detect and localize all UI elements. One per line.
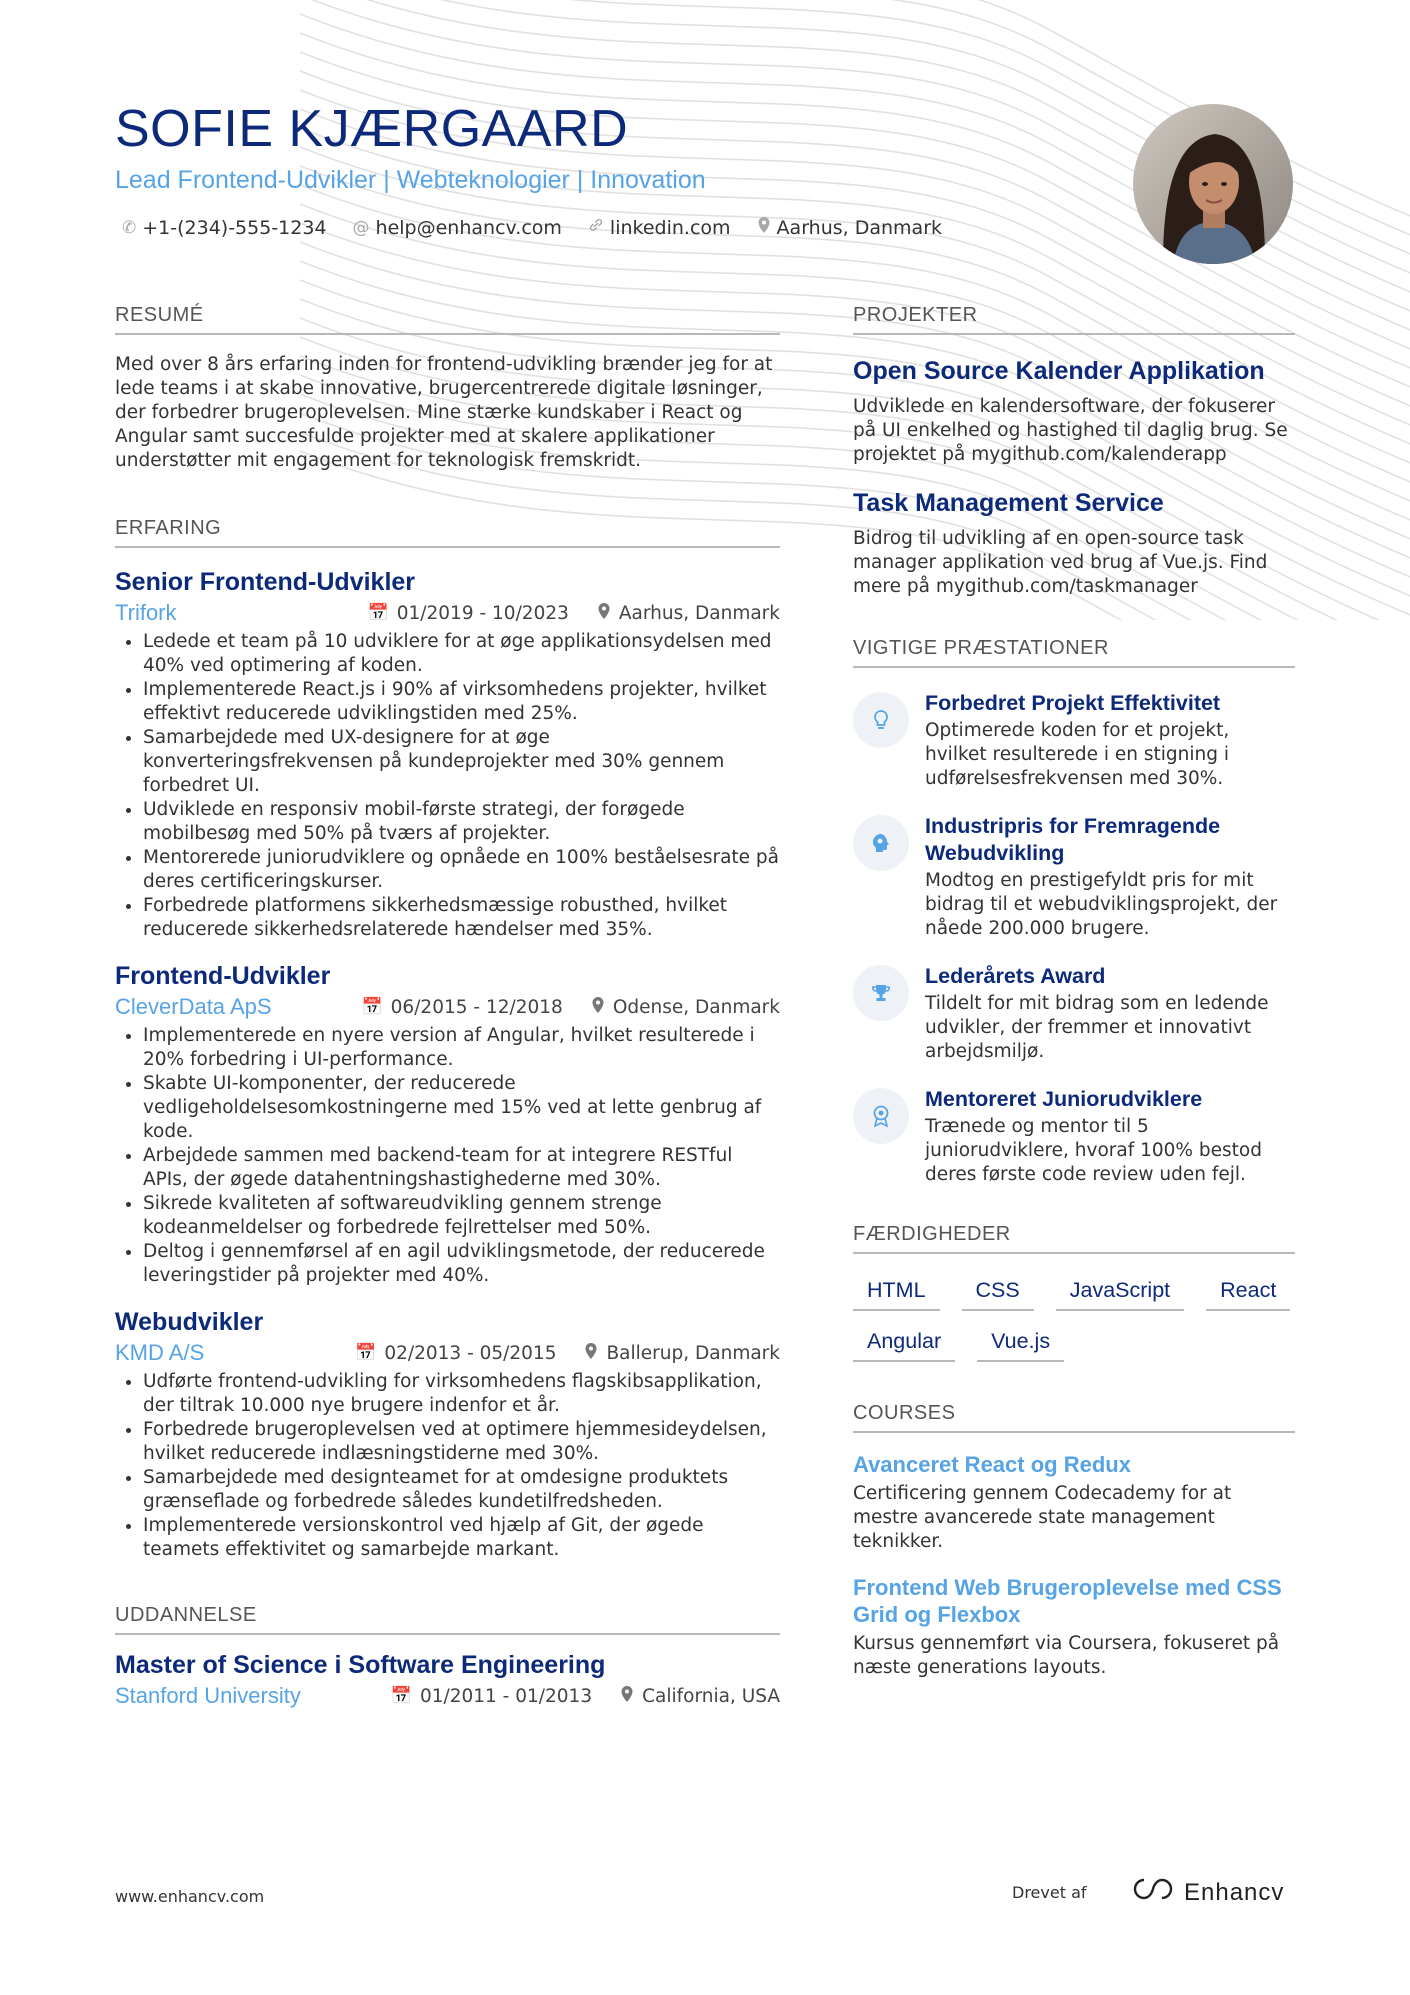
summary-heading: RESUMÉ: [115, 304, 780, 335]
skill-tag: CSS: [962, 1274, 1034, 1311]
skills-heading: FÆRDIGHEDER: [853, 1223, 1295, 1254]
course-text: Certificering gennem Codecademy for at mestre avancerede state management teknikker.: [853, 1483, 1232, 1552]
job-bullet: • Sikrede kvaliteten af softwareudvikling gennem strenge kodeanmeldelser og forbedrede fejlrettelser med 50%.: [143, 1192, 780, 1240]
calendar-icon: 📅: [367, 603, 389, 623]
calendar-icon: 📅: [390, 1686, 412, 1706]
job-bullet: • Mentorerede juniorudviklere og opnåede en 100% beståelsesrate på deres certificeringskurser.: [143, 846, 780, 894]
skill-tag: Vue.js: [977, 1325, 1064, 1362]
job-bullet: • Forbedrede brugeroplevelsen ved at optimere hjemmesideydelsen, hvilket reducerede indlæsningstiderne med 30%.: [143, 1418, 780, 1466]
project-item: [853, 487, 1295, 599]
achievement-item: [853, 963, 1295, 1064]
job-title: Senior Frontend-Udvikler: [115, 568, 416, 596]
achievements-heading: VIGTIGE PRÆSTATIONER: [853, 637, 1295, 668]
job-company: KMD A/S: [115, 1340, 205, 1365]
job-bullet: • Implementerede versionskontrol ved hjælp af Git, der øgede teamets effektivitet og samarbejde markant.: [143, 1514, 780, 1562]
job-title: Webudvikler: [115, 1308, 264, 1336]
job-entry: [115, 960, 780, 1288]
courses-section: [853, 1402, 1295, 1680]
job-bullet: • Arbejdede sammen med backend-team for at integrere RESTful APIs, der øgede datahentningshastighederne med 30%.: [143, 1144, 780, 1192]
projects-section: [853, 304, 1295, 599]
phone-icon: ✆: [122, 217, 137, 238]
brain-head-icon: [853, 815, 909, 871]
contact-email-text: help@enhancv.com: [375, 216, 562, 239]
job-bullets: [115, 630, 780, 942]
skills-section: [853, 1223, 1295, 1362]
at-icon: @: [352, 217, 370, 238]
job-bullet: • Forbedrede platformens sikkerhedsmæssige robusthed, hvilket reducerede sikkerhedsrelaterede hændelser med 35%.: [143, 894, 780, 942]
summary-text: Med over 8 års erfaring inden for frontend-udvikling brænder jeg for at lede teams i at skabe innovative, brugercentrerede digitale løsninger, der forbedrer brugeroplevelsen. Mine stærke kundskaber i React og Angular samt succesfulde projekter med at skalere applikationer understøtter mit engagement for teknologisk fremskridt.: [115, 354, 773, 471]
achievement-title: Mentoreret Juniorudviklere: [925, 1087, 1203, 1111]
education-degree: Master of Science i Software Engineering: [115, 1651, 606, 1679]
achievement-text: Tildelt for mit bidrag som en ledende udvikler, der fremmer et innovativt arbejdsmiljø.: [925, 993, 1269, 1062]
course-item: [853, 1451, 1295, 1554]
job-bullet: • Udviklede en responsiv mobil-første strategi, der forøgede mobilbesøg med 50% på tværs af projekter.: [143, 798, 780, 846]
location-pin-icon: [597, 602, 611, 625]
enhancv-logo-icon: [1130, 1876, 1176, 1909]
footer-brand-name: Enhancv: [1184, 1878, 1285, 1906]
job-bullets: [115, 1024, 780, 1288]
location-pin-icon: [584, 1342, 598, 1365]
project-text: Bidrog til udvikling af en open-source task manager applikation ved brug af Vue.js. Find mere på mygithub.com/taskmanager: [853, 528, 1268, 597]
achievement-title: Lederårets Award: [925, 964, 1106, 988]
job-bullet: • Ledede et team på 10 udviklere for at øge applikationsydelsen med 40% ved optimering af koden.: [143, 630, 780, 678]
job-bullet: • Udførte frontend-udvikling for virksomhedens flagskibsapplikation, der tiltrak 10.000 nye brugere indenfor et år.: [143, 1370, 780, 1418]
job-location: Ballerup, Danmark: [606, 1342, 780, 1364]
contact-location: [757, 216, 942, 239]
lightbulb-icon: [853, 692, 909, 748]
location-pin-icon: [757, 216, 771, 239]
achievement-item: [853, 690, 1295, 791]
summary-section: [115, 304, 780, 473]
job-bullet: • Implementerede en nyere version af Angular, hvilket resulterede i 20% forbedring i UI-performance.: [143, 1024, 780, 1072]
link-icon: [588, 217, 604, 238]
award-ribbon-icon: [853, 1088, 909, 1144]
contact-location-text: Aarhus, Danmark: [776, 216, 943, 239]
education-heading: UDDANNELSE: [115, 1604, 780, 1635]
job-entry: [115, 1306, 780, 1562]
course-text: Kursus gennemført via Coursera, fokuseret på næste generations layouts.: [853, 1633, 1280, 1678]
achievements-section: [853, 637, 1295, 1187]
job-company: Trifork: [115, 600, 177, 625]
calendar-icon: 📅: [355, 1343, 377, 1363]
job-bullet: • Skabte UI-komponenter, der reducerede vedligeholdelsesomkostningerne med 15% ved at lette genbrug af kode.: [143, 1072, 780, 1144]
job-bullet: • Samarbejdede med UX-designere for at øge konverteringsfrekvensen på kundeprojekter med 30% gennem forbedret UI.: [143, 726, 780, 798]
achievement-item: [853, 1086, 1295, 1187]
course-item: [853, 1574, 1295, 1680]
achievement-text: Optimerede koden for et projekt, hvilket resulterede i en stigning i udførelsesfrekvensen med 30%.: [925, 720, 1230, 789]
candidate-name: SOFIE KJÆRGAARD: [115, 100, 629, 158]
footer-brand[interactable]: [1130, 1876, 1284, 1909]
skill-tag: HTML: [853, 1274, 940, 1311]
contact-linkedin-text: linkedin.com: [609, 216, 731, 239]
experience-section: [115, 517, 780, 1562]
job-bullets: [115, 1370, 780, 1562]
calendar-icon: 📅: [361, 997, 383, 1017]
achievement-text: Trænede og mentor til 5 juniorudviklere, hvoraf 100% bestod deres første code review uden fejl.: [925, 1116, 1262, 1185]
job-bullet: • Samarbejdede med designteamet for at omdesigne produktets grænseflade og forbedrede således kundetilfredsheden.: [143, 1466, 780, 1514]
contact-phone[interactable]: [122, 216, 327, 239]
skill-tag: Angular: [853, 1325, 955, 1362]
left-column: [115, 304, 780, 1709]
skills-list: [853, 1274, 1295, 1362]
education-dates: 01/2011 - 01/2013: [419, 1685, 593, 1707]
education-section: [115, 1604, 780, 1709]
achievement-text: Modtog en prestigefyldt pris for mit bidrag til et webudviklingsprojekt, der nåede 200.000 brugere.: [925, 870, 1278, 939]
achievement-title: Forbedret Projekt Effektivitet: [925, 691, 1221, 715]
job-dates: 02/2013 - 05/2015: [384, 1342, 557, 1364]
right-column: [853, 304, 1295, 1700]
project-item: [853, 355, 1295, 467]
project-title: Task Management Service: [853, 489, 1164, 517]
job-dates: 01/2019 - 10/2023: [396, 602, 569, 624]
contact-phone-text: +1-(234)-555-1234: [142, 216, 327, 239]
candidate-tagline: Lead Frontend-Udvikler | Webteknologier | Innovation: [115, 166, 706, 194]
job-location: Odense, Danmark: [612, 996, 780, 1018]
achievement-item: [853, 813, 1295, 941]
skill-tag: JavaScript: [1056, 1274, 1184, 1311]
location-pin-icon: [591, 996, 605, 1019]
job-location: Aarhus, Danmark: [618, 602, 780, 624]
contact-linkedin[interactable]: [588, 216, 731, 239]
footer-url[interactable]: www.enhancv.com: [115, 1887, 265, 1906]
trophy-icon: [853, 965, 909, 1021]
contact-email[interactable]: [353, 216, 562, 239]
job-company: CleverData ApS: [115, 994, 272, 1019]
footer-powered-by: Drevet af: [1012, 1883, 1087, 1902]
job-dates: 06/2015 - 12/2018: [390, 996, 563, 1018]
location-pin-icon: [620, 1685, 634, 1708]
job-bullet: • Deltog i gennemførsel af en agil udviklingsmetode, der reducerede leveringstider på projekter med 40%.: [143, 1240, 780, 1288]
project-title: Open Source Kalender Applikation: [853, 357, 1265, 385]
achievement-title: Industripris for Fremragende Webudvikling: [925, 814, 1221, 865]
contact-bar: [122, 216, 942, 239]
job-entry: [115, 566, 780, 942]
education-school: Stanford University: [115, 1683, 301, 1708]
job-title: Frontend-Udvikler: [115, 962, 331, 990]
job-bullet: • Implementerede React.js i 90% af virksomhedens projekter, hvilket effektivt reducerede udviklingstiden med 25%.: [143, 678, 780, 726]
experience-heading: ERFARING: [115, 517, 780, 548]
courses-heading: COURSES: [853, 1402, 1295, 1433]
skill-tag: React: [1206, 1274, 1290, 1311]
course-title: Frontend Web Brugeroplevelse med CSS Grid og Flexbox: [853, 1575, 1282, 1627]
project-text: Udviklede en kalendersoftware, der fokuserer på UI enkelhed og hastighed til daglig brug. Se projektet på mygithub.com/kalenderapp: [853, 396, 1288, 465]
profile-photo: [1133, 104, 1293, 264]
projects-heading: PROJEKTER: [853, 304, 1295, 335]
course-title: Avanceret React og Redux: [853, 1452, 1131, 1477]
education-location: California, USA: [642, 1685, 780, 1707]
